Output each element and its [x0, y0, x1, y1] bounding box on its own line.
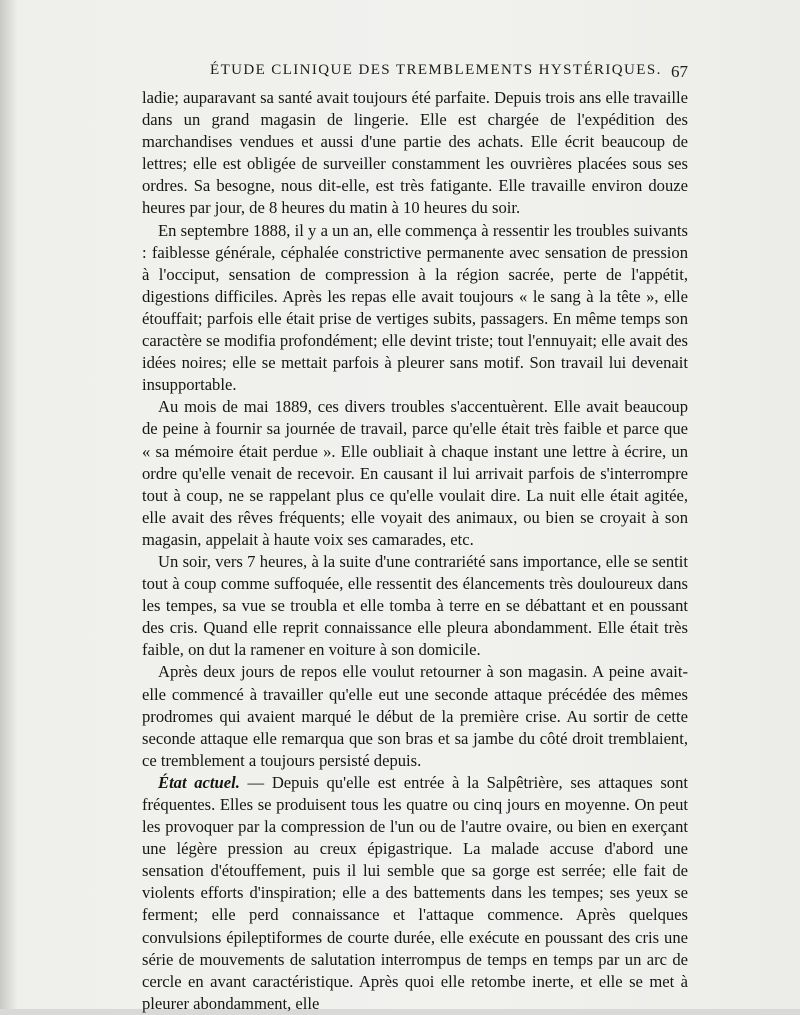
running-title: ÉTUDE CLINIQUE DES TREMBLEMENTS HYSTÉRIQUES. [210, 62, 662, 78]
paragraph: Au mois de mai 1889, ces divers troubles s'accentuèrent. Elle avait beaucoup de peine à fournir sa journée de travail, parce qu'elle était très faible et parce que « sa mémoire était perdue ». Elle oubliait à chaque instant une lettre à écrire, un ordre qu'elle venait de recevoir. En causant il lui arrivait parfois de s'interrompre tout à coup, ne se rappelant plus ce qu'elle voulait dire. La nuit elle était agitée, elle avait des rêves fréquents; elle voyait des animaux, ou bien se croyait à son magasin, appelait à haute voix ses camarades, etc. [142, 397, 688, 549]
page-number: 67 [671, 62, 688, 81]
paragraph: En septembre 1888, il y a un an, elle commença à ressentir les troubles suivants : faiblesse générale, céphalée constrictive permanente avec sensation de pression à l'occiput, sensation de compression à la région sacrée, perte de l'appétit, digestions difficiles. Après les repas elle avait toujours « le sang à la tête », elle étouffait; parfois elle était prise de vertiges subits, passagers. En même temps son caractère se modifia profondément; elle devint triste; tout l'ennuyait; elle avait des idées noires; elle se mettait parfois à pleurer sans motif. Son travail lui devenait insupportable. [142, 220, 688, 395]
body-text [142, 87, 688, 1015]
paragraph-continuation: ladie; auparavant sa santé avait toujours été parfaite. Depuis trois ans elle travaille dans un grand magasin de lingerie. Elle est chargée de l'expédition des marchandises vendues et aussi d'une partie des achats. Elle écrit beaucoup de lettres; elle est obligée de surveiller constamment les ouvrières placées sous ses ordres. Sa besogne, nous dit-elle, est très fatigante. Elle travaille environ douze heures par jour, de 8 heures du matin à 10 heures du soir. [142, 88, 688, 218]
paragraph-text: — Depuis qu'elle est entrée à la Salpêtrière, ses attaques sont fréquentes. Elles se produisent tous les quatre ou cinq jours en moyenne. On peut les provoquer par la compression de l'un ou de l'autre ovaire, ou bien en exerçant une légère pression au creux épigastrique. La malade accuse d'abord une sensation d'étouffement, puis il lui semble que sa gorge est serrée; elle fait de violents efforts d'inspiration; elle a des battements dans les tempes; ses yeux se ferment; elle perd connaissance et l'attaque commence. Après quelques convulsions épileptiformes de courte durée, elle exécute en poussant des cris une série de mouvements de salutation interrompus de temps en temps par un arc de cercle en avant caractéristique. Après quoi elle retombe inerte, et elle se met à pleurer abondamment, elle [142, 772, 689, 1013]
paragraph: Un soir, vers 7 heures, à la suite d'une contrariété sans importance, elle se sentit tout à coup comme suffoquée, elle ressentit des élancements très douloureux dans les tempes, sa vue se troubla et elle tomba à terre en se débattant et en poussant des cris. Quand elle reprit connaissance elle pleura abondamment. Elle était très faible, on dut la ramener en voiture à son domicile. [142, 551, 688, 660]
section-lead: État actuel. [158, 772, 240, 792]
paragraph-etat-actuel [142, 772, 688, 1015]
paragraph: Après deux jours de repos elle voulut retourner à son magasin. A peine avait-elle commencé à travailler qu'elle eut une seconde attaque précédée des mêmes prodromes qui avaient marqué le début de la première crise. Au sortir de cette seconde attaque elle remarqua que son bras et sa jambe du côté droit tremblaient, ce tremblement a toujours persisté depuis. [142, 662, 688, 770]
